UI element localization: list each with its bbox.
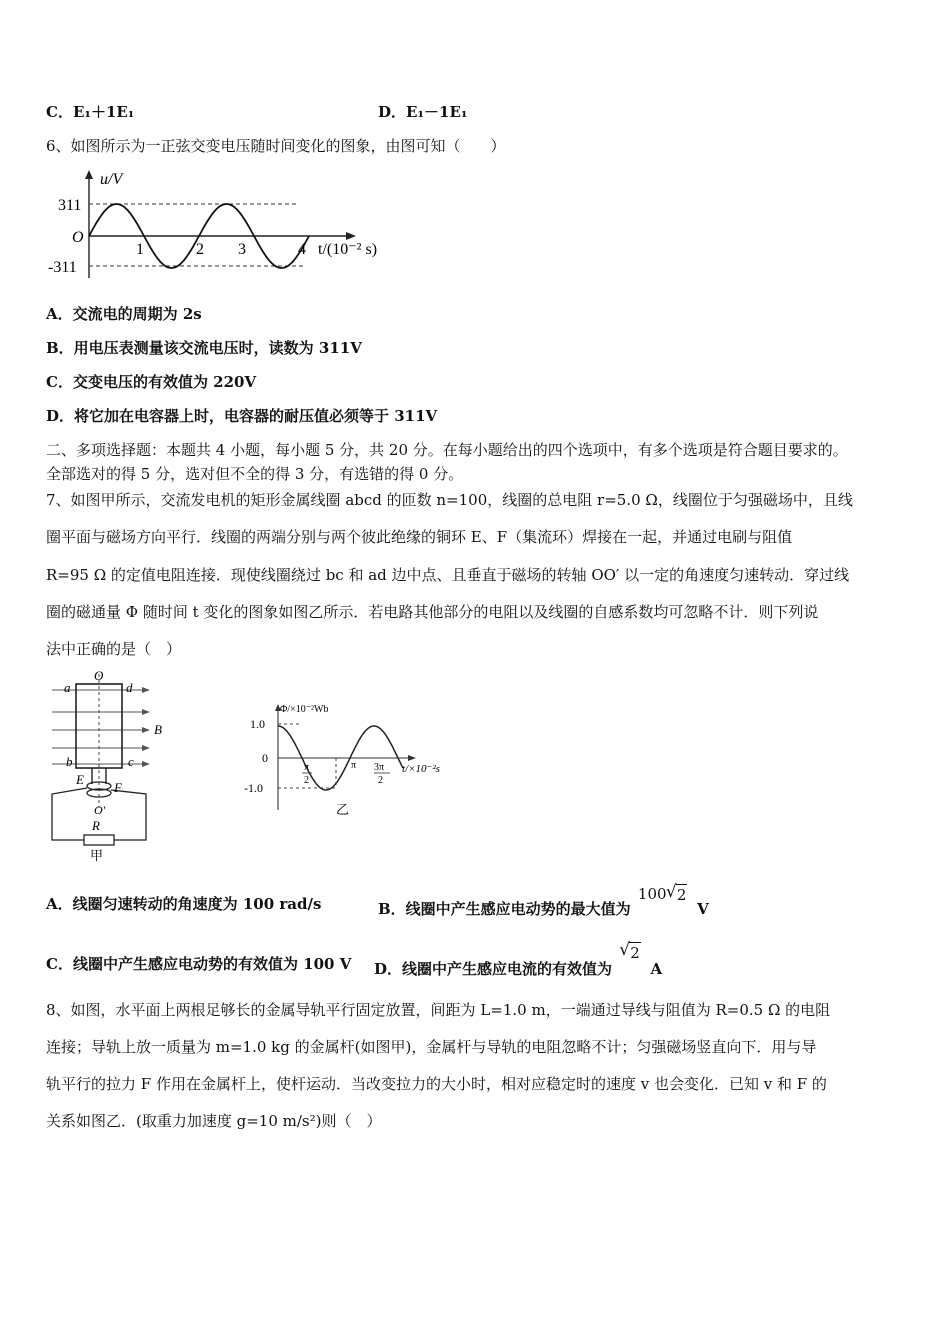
y-tick-neg-311: -311 <box>48 259 77 276</box>
q7-option-d: D．线圈中产生感应电流的有效值为 √ 2 A <box>374 940 663 978</box>
q7-stem-line2: 圈平面与磁场方向平行．线圈的两端分别与两个彼此绝缘的铜环 E、F（集流环）焊接在一起，并通过电刷与阻值 <box>46 528 793 546</box>
radical-expression: 100 √ 2 <box>637 882 687 904</box>
svg-text:O: O <box>94 668 104 683</box>
arrow-icon <box>142 709 150 715</box>
svg-text:3π: 3π <box>374 762 385 773</box>
q6-option-b: B．用电压表测量该交流电压时，读数为 311V <box>46 339 362 357</box>
svg-text:O′: O′ <box>94 803 106 817</box>
q7-stem-line5: 法中正确的是（ ） <box>46 640 182 658</box>
flux-y-tick-neg: -1.0 <box>244 781 263 795</box>
x-tick-2: 2 <box>196 241 204 258</box>
svg-text:a: a <box>64 680 71 695</box>
q8-stem-line1: 8、如图，水平面上两根足够长的金属导轨平行固定放置，间距为 L=1.0 m，一端通过导线与阻值为 R=0.5 Ω 的电阻 <box>46 1001 831 1019</box>
y-axis-arrow <box>85 170 93 179</box>
arrow-icon <box>142 745 150 751</box>
q7-option-a: A．线圈匀速转动的角速度为 100 rad/s <box>46 895 322 913</box>
flux-y-tick-zero: 0 <box>262 751 268 765</box>
flux-y-tick-pos: 1.0 <box>250 717 265 731</box>
q7-stem-line4: 圈的磁通量 Φ 随时间 t 变化的图象如图乙所示．若电路其他部分的电阻以及线圈的自感系数均可忽略不计．则下列说 <box>46 603 819 621</box>
q7-figure-yi-flux-graph <box>240 700 460 830</box>
flux-x-label: t/×10⁻²s <box>402 763 440 775</box>
q5-option-c: C．E₁＋1E₁ <box>46 103 135 121</box>
q7-stem-line3: R=95 Ω 的定值电阻连接．现使线圈绕过 bc 和 ad 边中点、且垂直于磁场的转轴 OO′ 以一定的角速度匀速转动．穿过线 <box>46 566 850 584</box>
q6-voltage-graph <box>40 166 410 282</box>
q7-figure-jia-generator <box>46 668 176 864</box>
q7-stem-line1: 7、如图甲所示，交流发电机的矩形金属线圈 abcd 的匝数 n=100，线圈的总电阻 r=5.0 Ω，线圈位于匀强磁场中，且线 <box>46 491 853 509</box>
svg-text:π: π <box>304 762 310 773</box>
svg-text:2: 2 <box>304 775 309 786</box>
section2-heading-line2: 全部选对的得 5 分，选对但不全的得 3 分，有选错的得 0 分。 <box>46 465 464 483</box>
q6-option-c: C．交变电压的有效值为 220V <box>46 373 257 391</box>
svg-text:F: F <box>114 780 122 795</box>
flux-y-label: Φ/×10⁻²Wb <box>280 704 329 715</box>
figure-caption-jia: 甲 <box>90 848 104 863</box>
coil-abcd <box>76 684 122 768</box>
q8-stem-line4: 关系如图乙．(取重力加速度 g=10 m/s²)则（ ） <box>46 1112 382 1130</box>
q7-option-b: B．线圈中产生感应电动势的最大值为 100 √ 2 V <box>378 882 709 918</box>
section2-heading-line1: 二、多项选择题：本题共 4 小题，每小题 5 分，共 20 分。在每小题给出的四个选项中，有多个选项是符合题目要求的。 <box>46 441 848 459</box>
svg-text:b: b <box>66 754 73 769</box>
radical-expression: √ 2 <box>619 940 640 962</box>
y-axis-label: u/V <box>100 171 123 188</box>
x-axis-arrow <box>346 232 356 240</box>
origin-label: O <box>72 229 84 246</box>
x-axis-label: t/(10⁻² s) <box>318 241 378 258</box>
figure-caption-yi: 乙 <box>336 802 350 817</box>
x-tick-4: 4 <box>298 241 306 258</box>
svg-text:R: R <box>92 818 100 833</box>
q5-option-d: D．E₁－1E₁ <box>378 103 468 121</box>
arrow-icon <box>142 687 150 693</box>
q8-stem-line3: 轨平行的拉力 F 作用在金属杆上，使杆运动．当改变拉力的大小时，相对应稳定时的速度 v 也会变化．已知 v 和 F 的 <box>46 1075 827 1093</box>
svg-text:c: c <box>128 754 134 769</box>
x-tick-1: 1 <box>136 241 144 258</box>
svg-text:E: E <box>76 772 84 787</box>
q6-option-a: A．交流电的周期为 2s <box>46 305 202 323</box>
arrow-icon <box>142 727 150 733</box>
q8-stem-line2: 连接；导轨上放一质量为 m=1.0 kg 的金属杆(如图甲)，金属杆与导轨的电阻忽略不计；匀强磁场竖直向下．用与导 <box>46 1038 817 1056</box>
x-tick-3: 3 <box>238 241 246 258</box>
q7-option-c: C．线圈中产生感应电动势的有效值为 100 V <box>46 955 352 973</box>
svg-text:2: 2 <box>378 775 383 786</box>
svg-text:d: d <box>126 680 133 695</box>
svg-text:B: B <box>154 722 162 737</box>
resistor-r <box>84 835 114 845</box>
q6-option-d: D．将它加在电容器上时，电容器的耐压值必须等于 311V <box>46 407 438 425</box>
arrow-icon <box>142 761 150 767</box>
q6-stem: 6、如图所示为一正弦交变电压随时间变化的图象，由图可知（ ） <box>46 137 506 155</box>
svg-text:π: π <box>351 760 357 771</box>
y-tick-311: 311 <box>58 197 82 214</box>
